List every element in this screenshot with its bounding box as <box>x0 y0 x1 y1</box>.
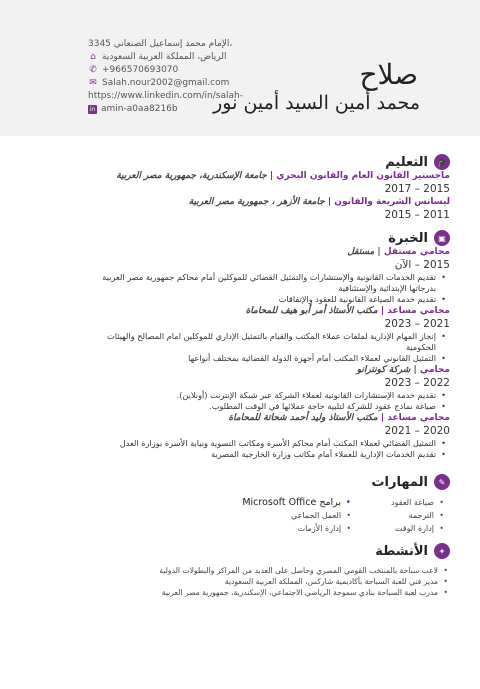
phone-icon: ✆ <box>89 65 97 75</box>
experience-entry <box>80 412 450 460</box>
address-row <box>88 38 258 51</box>
job-duties <box>80 272 450 305</box>
skill-item: • العمل الجماعي <box>242 509 351 522</box>
duty-item: • تقديم خدمة الصياغة القانونية للعقود والإتفاقات <box>80 294 436 305</box>
employer: مستقل <box>347 247 375 257</box>
skill-item: • برامج Microsoft Office <box>242 496 351 509</box>
activities-heading <box>80 543 450 559</box>
skill-item: • الترجمة <box>391 509 444 522</box>
experience-entry <box>80 305 450 364</box>
education-heading <box>80 154 450 170</box>
job-duties <box>80 438 450 460</box>
name-first: صلاح <box>359 58 418 91</box>
duty-item: • تقديم خدمة الإستشارات القانونية لعملاء الشركة عبر شبكة الإنترنت (أونلاين). <box>80 390 436 401</box>
email-row <box>88 77 258 90</box>
linkedin-line2[interactable]: amin-a0aa8216b <box>101 104 178 114</box>
address-line1: 3345 الإمام محمد إسماعيل الصنعاني، <box>88 39 233 49</box>
job-dates: 2020 – 2021 <box>384 425 450 437</box>
name-full: محمد أمين السيد أمين نور <box>213 92 420 114</box>
skill-item: • إدارة الأزمات <box>242 522 351 535</box>
skills-icon: ✎ <box>434 474 450 490</box>
job-title: محامي | <box>413 365 450 375</box>
phone-row <box>88 64 258 77</box>
home-icon: ⌂ <box>90 52 96 62</box>
activities-icon: ✦ <box>434 543 450 559</box>
employer: مكتب الأستاذ أمر أبو هيف للمحاماة <box>245 306 378 316</box>
activities-list <box>80 565 450 598</box>
linkedin-line1[interactable]: https://www.linkedin.com/in/salah- <box>88 91 243 101</box>
skills-title: المهارات <box>371 474 428 490</box>
activities-title: الأنشطة <box>375 543 428 559</box>
address-row-2 <box>88 51 258 64</box>
duty-item: • إنجاز المهام الإدارية لملفات عملاء المكتب والقيام بالتمثيل الإداري للموكلين امام المصالح والهيئات الحكومية <box>80 331 436 353</box>
job-duties <box>80 390 450 412</box>
duty-item: • تقديم الخدمات القانونية والإستشارات والتمثيل القضائي للموكلين أمام محاكم جمهورية مصر العربية بدرجاتها الإبتدائية والإستئنافية <box>80 272 436 294</box>
activity-item: • لاعب سباحة بالمنتخب القومي المصري وحاصل على العديد من المراكز والبطولات الدولية <box>80 565 438 576</box>
job-title: محامي مساعد | <box>380 306 450 316</box>
education-dates: 2011 – 2015 <box>384 209 450 221</box>
experience-entry <box>80 246 450 305</box>
duty-item: • التمثيل القضائي لعملاء المكتب أمام محاكم الأسرة ومكاتب التسوية ونيابة الأسرة بوزارة العدل <box>80 438 436 449</box>
graduation-cap-icon: 🎓 <box>434 154 450 170</box>
experience-title: الخبرة <box>388 230 428 246</box>
job-dates: 2015 – الآن <box>394 259 450 271</box>
employer: شركة كونترانو <box>356 365 411 375</box>
experience-entry <box>80 364 450 412</box>
duty-item: • التمثيل القانوني لعملاء المكتب أمام أجهزة الدولة القضائية بمختلف أنواعها <box>80 353 436 364</box>
job-dates: 2021 – 2023 <box>384 318 450 330</box>
skills-column <box>242 496 351 535</box>
job-duties <box>80 331 450 364</box>
education-degree: ماجستير القانون العام والقانون البحري | <box>269 171 450 181</box>
skills-heading <box>80 474 450 490</box>
job-dates: 2022 – 2023 <box>384 377 450 389</box>
education-dates: 2015 – 2017 <box>384 183 450 195</box>
experience-heading <box>80 230 450 246</box>
email-icon: ✉ <box>89 78 97 88</box>
linkedin-icon: in <box>89 106 96 113</box>
skill-item: • إدارة الوقت <box>391 522 444 535</box>
employer: مكتب الأستاذ وليد أحمد شحاتة للمحاماة <box>228 413 378 423</box>
job-title: محامي مستقل | <box>377 247 450 257</box>
skill-item: • صياغة العقود <box>391 496 444 509</box>
resume-body <box>80 150 450 598</box>
skills-column <box>391 496 444 535</box>
activity-item: • مدير فني للعبة السباحة بأكاديمية شاركس، المملكة العربية السعودية <box>80 576 438 587</box>
education-entry <box>80 170 450 196</box>
job-title: محامي مساعد | <box>380 413 450 423</box>
education-title: التعليم <box>385 154 428 170</box>
skills-list <box>80 496 450 535</box>
address-line2: الرياض، المملكة العربية السعودية <box>102 52 227 62</box>
education-entry <box>80 196 450 222</box>
education-institution: جامعة الإسكندرية، جمهورية مصر العربية <box>116 171 267 181</box>
education-institution: جامعة الأزهر ، جمهورية مصر العربية <box>188 197 325 207</box>
education-degree: ليسانس الشريعة والقانون | <box>327 197 450 207</box>
phone-text[interactable]: +966570693070 <box>102 65 179 75</box>
briefcase-icon: ▣ <box>434 230 450 246</box>
header-band <box>0 0 480 136</box>
duty-item: • تقديم الخدمات الإدارية للعملاء أمام مكاتب وزارة الخارجية المصرية <box>80 449 436 460</box>
duty-item: • صياغة نماذج عقود للشركة لتلبية حاجة عملائها في الوقت المطلوب. <box>80 401 436 412</box>
email-text[interactable]: Salah.nour2002@gmail.com <box>102 78 230 88</box>
activity-item: • مدرب لعبة السباحة بنادي سموحة الرياضي الاجتماعي، الإسكندرية، جمهورية مصر العربية <box>80 587 438 598</box>
